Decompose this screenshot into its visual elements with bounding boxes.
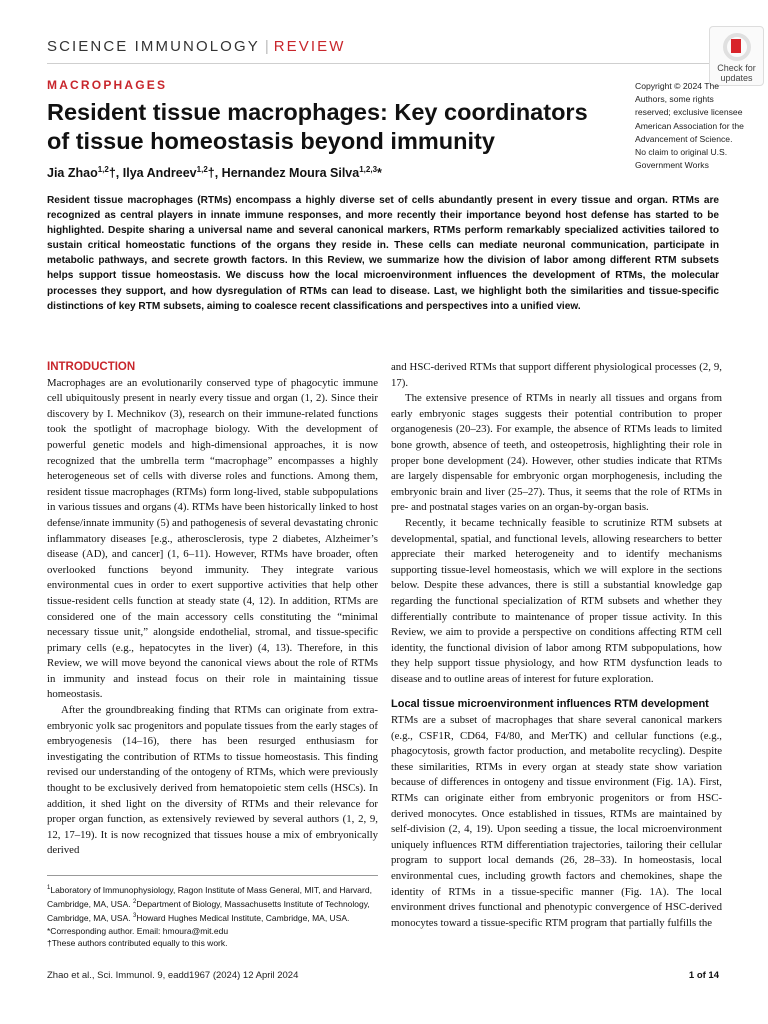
footnotes [47,882,378,950]
journal-name: SCIENCE IMMUNOLOGY [47,38,260,55]
abstract: Resident tissue macrophages (RTMs) encompass a highly diverse set of cells abundantly present in every tissue and organ. RTMs are recognized as central players in innate immune responses, and more recently their importance beyond host defense has started to be highlighted. Despite sharing a universal name and several canonical markers, RTMs perform remarkably specialized activities tailored to sustain critical homeostatic functions of the organs they reside in. These cells can mediate neuronal communication, participate in metabolic pathways, and secrete growth factors. In this Review, we summarize how the division of labor among different RTM subsets helps support tissue homeostasis. We discuss how the local microenvironment influences the development of RTMs, the molecular processes they support, and how dysregulation of RTMs can lead to disease. Last, we highlight both the similarities and tissue-specific distinctions of key RTM subsets, aiming to coalesce recent classifications and perspectives into a unified view. [47,195,719,312]
paragraph: Macrophages are an evolutionarily conserved type of phagocytic immune cell ubiquitously present in nearly every tissue and organ (1, 2). Since their discovery by I. Mechnikov (3), research on their immune-related functions took the spotlight of macrophage biology. With the development of powerful genetic models and high-dimensional approaches, it is now recognized that the umbrella term “macrophage” encompasses a highly heterogeneous set of cells with diverse roles and functions. Among them, resident tissue macrophages (RTMs) form long-lived, stable subpopulations in various tissues and organs (4). RTMs have been historically linked to host defense/innate immunity (5) and pathogenesis of several devastating chronic inflammatory diseases [e.g., atherosclerosis, type 2 diabetes, Alzheimer’s disease (AD), and cancer] (1, 6–11). However, RTMs have broader, often overlooked functions beyond immunity. They integrate various environmental cues in order to exert supportive activities that help other tissue-resident cells function at steady state (4, 12). In addition, RTMs are considered one of the main accessory cells constituting the “minimal necessary tissue unit,” alongside endothelial, stromal, and tissue-specific primary cells (e.g., hepatocytes in the liver) (4, 13). Therefore, in this Review, we will move beyond the canonical views about the role of RTMs in immunity and instead focus on their role in maintaining tissue homeostasis. [47,376,378,701]
citation-footer: Zhao et al., Sci. Immunol. 9, eadd1967 (2024) 12 April 2024 [47,970,299,981]
author-mark: †, [108,166,123,181]
author-list [47,165,382,180]
copyright-notice: Copyright © 2024 The Authors, some rights reserved; exclusive licensee American Association for the Advancement of Science. No claim to original U.S. Government Works [635,81,744,171]
author-name: Ilya Andreev [122,166,197,181]
author-name: Hernandez Moura Silva [221,166,360,181]
equal-contribution-note: †These authors contributed equally to this work. [47,938,228,949]
badge-line-1: Check for [717,63,756,73]
header-separator: | [264,38,269,55]
paragraph: Recently, it became technically feasible to scrutinize RTM subsets at developmental, spatial, and functional levels, allowing researchers to better appreciate their marked heterogeneity and to identify mechanisms supporting tissue-level homeostasis, which we will explore in the sections below. Despite these advances, there is still a substantial knowledge gap regarding the functional specialization of RTM subsets and whether they differentially contribute to maintenance of proper tissue activity. In this Review, we aim to provide a perspective on conditions affecting RTM cell identity, the functional division of labor among RTM subpopulations, how they help support tissue physiology, and how RTM dysfunction leads to disease and to outline areas of interest for future exploration. [391,516,722,685]
crossmark-icon [723,33,751,61]
author-name: Jia Zhao [47,166,98,181]
page-number: 1 of 14 [688,970,719,981]
paragraph: RTMs are a subset of macrophages that share several canonical markers (e.g., CSF1R, CD64, F4/80, and MerTK) and cellular functions (e.g., phagocytosis, growth factor production, and metabolite recycling). Despite these similarities, RTMs in every organ at steady state show variation because of differences in ontogeny and tissue environment (Fig. 1A). First, RTMs can originate either from embryonic progenitors or from HSC-derived monocytes. Once established in tissues, RTMs are maintained by self-division (2, 4, 19). Upon seeding a tissue, the local microenvironment uniquely influences RTM differentiation trajectories, tailoring their cellular program to support local demands (26, 28–33). In homeostasis, local environmental cues, including growth factors and chemokines, shape the identity of RTMs in a tissue-specific manner (Fig. 1A). The local environment drives functional and phenotypic convergence of HSC-derived monocytes toward a tissue-specific RTM program that partially fulfills the [391,714,722,929]
footnote-rule [47,875,378,876]
paragraph: After the groundbreaking finding that RTMs can originate from extra-embryonic yolk sac progenitors and populate tissues from the early stages of embryogenesis (14–16), there has been resurged enthusiasm for investigating the contribution of RTMs to tissue homeostasis. This finding revised our understanding of the ontogeny of RTMs, which were previously thought to be exclusively derived from hematopoietic stem cells (HSCs). In addition, it shed light on the diversity of RTMs and their relevance for proper organ function, as extensively reviewed by several authors (1, 2, 9, 12, 17–19). It is now recognized that tissues house a mix of embryonically derived [47,704,378,857]
author-affil-sup: 1,2 [196,165,208,174]
article-type: REVIEW [273,38,346,55]
author-mark: †, [207,166,222,181]
paragraph: The extensive presence of RTMs in nearly all tissues and organs from early embryonic stages suggests their potential contribution to proper organogenesis (20–23). For example, the absence of RTMs leads to limited bone growth, absence of teeth, and osteopetrosis, highlighting their role in proper bone development (24). However, other studies indicate that RTMs are largely dispensable for embryonic organ morphogenesis, including the embryonic brain and liver (25–27). Thus, it seems that the role of RTMs in pre- and postnatal stages varies on an organ-by-organ basis. [391,392,722,514]
author-affil-sup: 1,2 [97,165,109,174]
header-rule [47,63,719,64]
author-mark: * [377,166,382,181]
badge-line-2: updates [720,73,753,83]
subsection-heading: Local tissue microenvironment influences RTM development [391,698,709,711]
introduction-heading: INTRODUCTION [47,361,136,373]
journal-header [47,38,346,55]
affiliations: $^1$Laboratory of Immunophysiology, Ragon Institute of Mass General, MIT, and Harvard, Cambridge, MA, USA. $^2$Department of Biology, Massachusetts Institute of Technology, Cambridge, MA, USA. $^3$Howard Hughes Medical Institute, Cambridge, MA, USA. [47,884,372,924]
left-column [47,360,378,859]
article-title: Resident tissue macrophages: Key coordinators of tissue homeostasis beyond immunity [47,99,588,154]
corresponding-author: *Corresponding author. Email: hmoura@mit.edu [47,925,229,936]
right-column [391,360,722,931]
author-affil-sup: 1,2,3 [359,165,378,174]
paragraph: and HSC-derived RTMs that support different physiological processes (2, 9, 17). [391,361,722,389]
section-label: MACROPHAGES [47,78,168,92]
check-for-updates-badge[interactable] [709,26,764,86]
